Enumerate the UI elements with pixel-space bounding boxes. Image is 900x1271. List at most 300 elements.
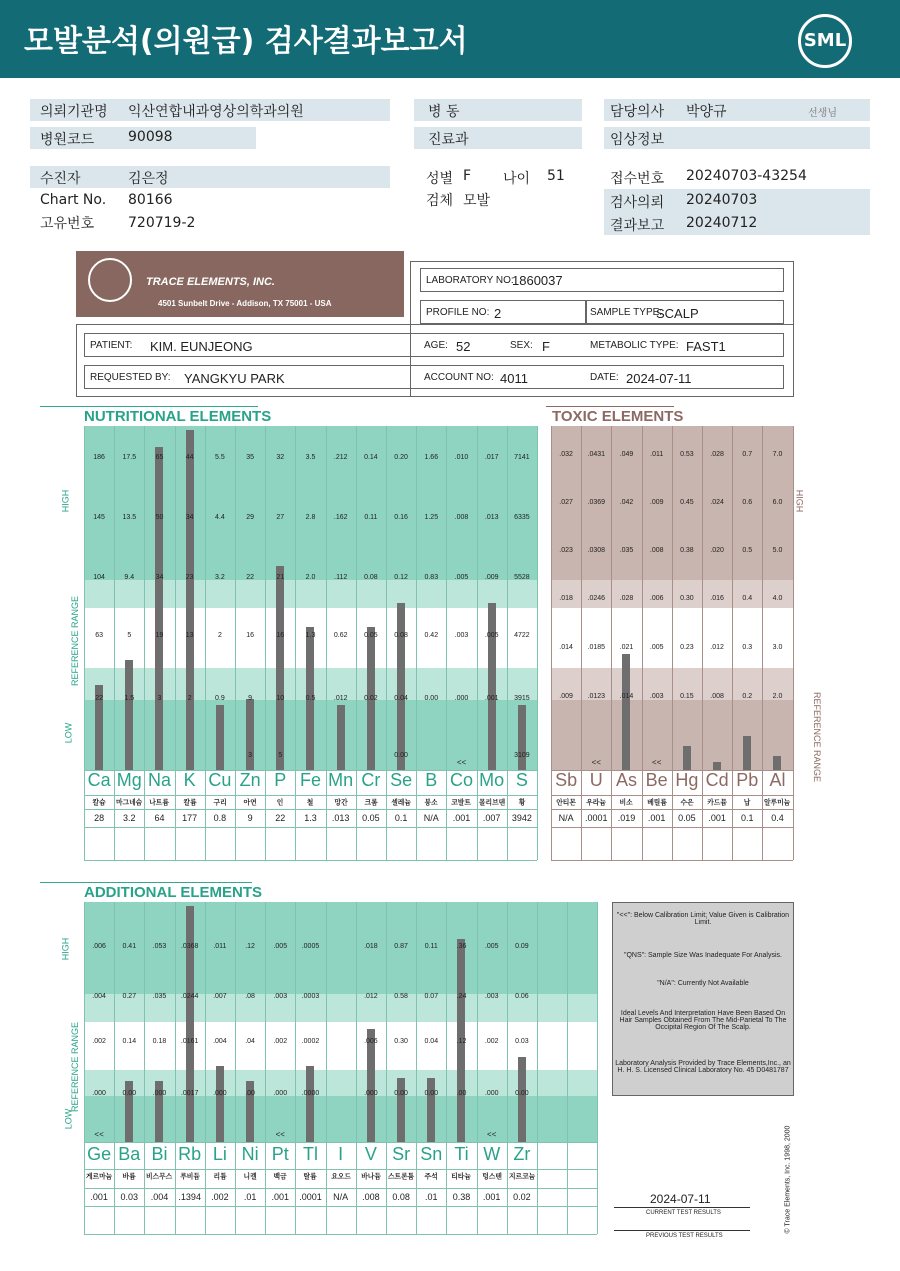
- chart2-tick-Rb: .0161: [180, 1038, 199, 1045]
- chart0-tick-B: 0.00: [424, 695, 439, 702]
- chart0-tick-Mo: .001: [484, 695, 499, 702]
- chart2-name-I: 요오드: [330, 1172, 351, 1181]
- chart0-tick-K: 13: [185, 632, 194, 639]
- chart0-value-B: N/A: [423, 813, 439, 823]
- chart1-value-Be: .001: [647, 813, 666, 823]
- chart0-tick-Fe: 2.0: [305, 574, 316, 581]
- chart2-tick-V: .012: [364, 993, 378, 1000]
- chart2-tick-Sr: 0.58: [394, 993, 408, 1000]
- chart1-tick-Al: 4.0: [772, 595, 783, 602]
- chart0-name-P: 인: [276, 798, 284, 807]
- chart1-tick-Al: 2.0: [772, 693, 783, 700]
- chart2-tick-Sn: 0.00: [424, 1090, 439, 1097]
- chart2-bar-Sr: [397, 1078, 405, 1142]
- sex-label: 성별: [426, 171, 454, 187]
- chart2-tick-Ti: .36: [456, 943, 467, 950]
- chart0-tick-Mn: .212: [333, 454, 348, 461]
- doctor-suffix: 선생님: [808, 108, 837, 119]
- chart0-bar-Mo: [488, 603, 496, 770]
- chart0-tick-Mo: .013: [484, 514, 499, 521]
- sml-logo: SML: [798, 14, 852, 68]
- chart2-name-Pt: 백금: [273, 1172, 287, 1181]
- lab-age-value: 52: [456, 339, 471, 354]
- chart1-tick-U: .0308: [587, 547, 606, 554]
- chart1-value-Hg: 0.05: [678, 813, 696, 823]
- n-low-label: LOW: [63, 722, 74, 744]
- chart0-tick-Cr: 0.11: [364, 514, 378, 521]
- chart0-tick-Mn: 0.62: [333, 632, 348, 639]
- page-title: 모발분석(의원급) 검사결과보고서: [24, 24, 468, 59]
- chart2-tick-Rb: .0017: [180, 1090, 199, 1097]
- chart0-tick-Na: 65: [155, 454, 164, 461]
- chart0-marker-Co: <<: [456, 758, 467, 767]
- chart1-tick-U: .0246: [587, 595, 606, 602]
- chart2-tick-Li: .004: [213, 1038, 227, 1045]
- a-ref-label: REFERENCE RANGE: [70, 1021, 81, 1113]
- chart1-tick-Be: .008: [649, 547, 664, 554]
- chart0-tick-Se: 0.20: [394, 454, 408, 461]
- chart2-value-Ti: 0.38: [452, 1192, 471, 1202]
- chart2-value-Ge: .001: [90, 1192, 108, 1202]
- chart2-name-Ba: 바륨: [122, 1172, 136, 1181]
- chart1-tick-Pb: 0.3: [742, 644, 753, 651]
- chart2-tick-Tl: .0000: [301, 1090, 320, 1097]
- rep-label: 결과보고: [610, 218, 665, 234]
- chart1-symbol-Cd: Cd: [705, 770, 729, 790]
- chart2-tick-Zr: 0.06: [515, 993, 529, 1000]
- chart2-bar-Li: [216, 1066, 224, 1142]
- chart1-tick-Hg: 0.38: [680, 547, 694, 554]
- chart1-tick-Sb: .014: [559, 644, 573, 651]
- toxic-rule: [546, 406, 674, 407]
- age-label: 나이: [503, 171, 531, 187]
- patient-band: [30, 166, 390, 188]
- chart1-bar-Cd: [713, 762, 721, 771]
- chart2-value-Li: .002: [211, 1192, 229, 1202]
- chart2-value-Pt: .001: [271, 1192, 290, 1202]
- chart2-symbol-Pt: Pt: [271, 1144, 289, 1164]
- ward-label: 병 동: [428, 104, 460, 120]
- n-high-label: HIGH: [60, 489, 71, 513]
- chart2-tick-Bi: .035: [152, 993, 167, 1000]
- note-5: Laboratory Analysis Provided by Trace Elements,Inc., an H. H. S. Licensed Clinical Laboratory No. 45 D0481787: [615, 1060, 791, 1074]
- chart1-bar-Al: [773, 756, 781, 770]
- chart1-tick-Hg: 0.30: [680, 595, 694, 602]
- dept-label: 진료과: [428, 132, 469, 148]
- chart0-value-Zn: 9: [247, 813, 253, 823]
- chart2-tick-Tl: .0003: [301, 993, 320, 1000]
- chart1-tick-Be: .006: [649, 595, 664, 602]
- a-high-label: HIGH: [60, 937, 71, 961]
- chart2-tick-Sn: 0.04: [424, 1038, 439, 1045]
- chart2-tick-Pt: .002: [273, 1038, 288, 1045]
- chart1-tick-Cd: .028: [710, 451, 724, 458]
- chart0-name-Mo: 몰리브덴: [478, 798, 505, 807]
- chart2-tick-Zr: 0.09: [515, 943, 529, 950]
- chart0-symbol-Se: Se: [390, 770, 413, 790]
- chart2-tick-Sr: 0.30: [394, 1038, 408, 1045]
- footer-date: 2024-07-11: [650, 1192, 711, 1206]
- chart0-tick-Fe: 0.5: [305, 695, 316, 702]
- chart1-name-Sb: 안티몬: [556, 798, 576, 807]
- chart2-name-Ni: 니켈: [243, 1172, 257, 1181]
- lab-patient-label: PATIENT:: [90, 340, 133, 351]
- chart0-bar-Mg: [125, 660, 133, 771]
- chart1-tick-Sb: .018: [559, 595, 573, 602]
- chart2-tick-Sn: 0.07: [424, 993, 439, 1000]
- chart0-symbol-Mn: Mn: [328, 770, 354, 790]
- lab-sex-value: F: [542, 339, 550, 354]
- chart0-bar-S: [518, 705, 526, 770]
- chart1-tick-Al: 5.0: [772, 547, 783, 554]
- chart0-tick-S: 3915: [514, 695, 530, 702]
- req-label: 검사의뢰: [610, 195, 665, 211]
- chart0-tick-Zn: 3: [248, 752, 253, 759]
- additional-rule: [40, 882, 252, 883]
- chart2-name-W: 텅스텐: [481, 1172, 502, 1181]
- chart0-tick-Zn: 16: [246, 632, 254, 639]
- chart1-symbol-Hg: Hg: [675, 770, 699, 790]
- chart1-symbol-As: As: [615, 770, 637, 790]
- note-4: Ideal Levels And Interpretation Have Been Based On Hair Samples Obtained From The Mid-Parietal To The Occipital Region Of The Scalp.: [619, 1010, 787, 1031]
- chart2-tick-V: .000: [364, 1090, 378, 1097]
- copyright: © Trace Elements, Inc. 1998, 2000: [784, 1125, 792, 1234]
- chart0-symbol-K: K: [183, 770, 196, 790]
- toxic-title: TOXIC ELEMENTS: [552, 408, 684, 425]
- chart0-name-Mg: 마그네슘: [116, 798, 143, 807]
- chart2-row-line: [84, 1206, 597, 1207]
- chart1-name-Pb: 납: [743, 798, 751, 807]
- chart2-value-Bi: .004: [150, 1192, 169, 1202]
- uid-label: 고유번호: [40, 216, 95, 232]
- chart2-name-Sr: 스트론튬: [387, 1172, 415, 1181]
- chart2-tick-W: .005: [484, 943, 499, 950]
- chart2-tick-Ni: .04: [245, 1038, 255, 1045]
- previous-label: PREVIOUS TEST RESULTS: [646, 1233, 723, 1239]
- note-2: "QNS": Sample Size Was Inadequate For Analysis.: [623, 952, 782, 959]
- t-ref-label: REFERENCE RANGE: [812, 691, 823, 783]
- chart2-symbol-W: W: [483, 1144, 501, 1164]
- chart1-tick-As: .035: [619, 547, 634, 554]
- chart0-symbol-Co: Co: [449, 770, 473, 790]
- chart2-tick-Bi: .000: [152, 1090, 167, 1097]
- chart0-band-0: [84, 426, 537, 580]
- chart2-col-line: [356, 902, 357, 1234]
- chart0-tick-Se: 0.04: [394, 695, 408, 702]
- chart0-tick-Cr: 0.05: [364, 632, 378, 639]
- chart0-bar-Zn: [246, 699, 254, 770]
- chart2-name-Bi: 비스무스: [146, 1172, 173, 1181]
- chart0-value-Fe: 1.3: [304, 813, 317, 823]
- doctor-value: 박양규: [686, 104, 727, 120]
- chart0-value-Cr: 0.05: [362, 813, 380, 823]
- chart2-row-line: [84, 1169, 597, 1170]
- chart2-tick-Zr: 0.00: [515, 1090, 529, 1097]
- chart2-symbol-Ni: Ni: [241, 1144, 259, 1164]
- chart2-col-line: [84, 902, 85, 1234]
- chart1-tick-Be: .005: [649, 644, 664, 651]
- chart0-tick-Mg: 13.5: [122, 514, 137, 521]
- chart1-name-Hg: 수은: [680, 798, 694, 807]
- chart2-col-line: [416, 902, 417, 1234]
- chart0-tick-Mg: 5: [127, 632, 132, 639]
- chart2-tick-Pt: .003: [273, 993, 288, 1000]
- chart2-symbol-Ba: Ba: [118, 1144, 141, 1164]
- globe-icon: [88, 258, 132, 302]
- chart0-symbol-S: S: [515, 770, 528, 790]
- chart0-tick-Mo: .017: [484, 454, 499, 461]
- chart0-name-Co: 코발트: [451, 798, 472, 807]
- chart2-col-line: [235, 902, 236, 1234]
- chart1-symbol-U: U: [589, 770, 603, 790]
- chart1-tick-Sb: .027: [559, 499, 573, 506]
- chart1-tick-Be: .003: [649, 693, 664, 700]
- chart1-name-As: 비소: [619, 798, 634, 807]
- chart0-tick-Na: 50: [155, 514, 164, 521]
- chart1-bar-As: [622, 654, 630, 770]
- chart0-tick-K: 2: [187, 695, 192, 702]
- chart0-tick-Zn: 22: [246, 574, 254, 581]
- chart1-tick-Cd: .008: [710, 693, 724, 700]
- chart2-name-V: 바나듐: [361, 1172, 381, 1181]
- nutritional-title: NUTRITIONAL ELEMENTS: [84, 408, 272, 425]
- chart2-value-Sn: .01: [425, 1192, 438, 1202]
- chart2-col-line: [386, 902, 387, 1234]
- chart2-bar-Rb: [186, 906, 194, 1142]
- chart0-bar-K: [186, 430, 194, 770]
- labno-value: 1860037: [512, 273, 563, 288]
- chart2-tick-V: .018: [364, 943, 378, 950]
- chart1-tick-Cd: .016: [710, 595, 724, 602]
- chart1-tick-U: .0185: [587, 644, 606, 651]
- chart0-tick-Mg: 9.4: [124, 574, 135, 581]
- chart0-symbol-Cr: Cr: [361, 770, 381, 790]
- chart0-tick-Zn: 35: [246, 454, 254, 461]
- chart1-name-U: 우라늄: [586, 798, 607, 807]
- chart0-tick-Ca: 145: [93, 514, 105, 521]
- chart1-tick-Hg: 0.53: [680, 451, 694, 458]
- chart0-tick-Se: 0.08: [394, 632, 408, 639]
- chart-label: Chart No.: [40, 192, 107, 208]
- chart0-tick-P: 21: [276, 574, 285, 581]
- chart2-tick-Li: .007: [213, 993, 227, 1000]
- chart0-tick-Se: 0.16: [394, 514, 408, 521]
- chart2-tick-Ba: 0.41: [122, 943, 137, 950]
- a-low-label: LOW: [63, 1108, 74, 1130]
- chart2-name-Ge: 게르마늄: [85, 1172, 113, 1181]
- lab-age-label: AGE:: [424, 340, 448, 351]
- chart0-tick-K: 44: [185, 454, 194, 461]
- chart2-tick-Ge: .002: [92, 1038, 106, 1045]
- req-by-label: REQUESTED BY:: [90, 372, 171, 383]
- chart2-tick-Pt: .000: [273, 1090, 288, 1097]
- chart2-tick-Sr: 0.00: [394, 1090, 408, 1097]
- chart1-value-Cd: .001: [708, 813, 726, 823]
- chart2-value-Ba: 0.03: [120, 1192, 139, 1202]
- profile-label: PROFILE NO:: [426, 307, 490, 318]
- chart0-bar-Cu: [216, 705, 224, 770]
- chart2-name-Rb: 루비듐: [179, 1172, 200, 1181]
- chart0-name-Se: 셀레늄: [391, 798, 411, 807]
- chart1-tick-Hg: 0.15: [680, 693, 694, 700]
- chart1-row-line: [551, 809, 793, 810]
- chart2-value-W: .001: [482, 1192, 501, 1202]
- spec-value: 모발: [463, 193, 491, 209]
- chart0-tick-P: 16: [276, 632, 285, 639]
- chart2-symbol-Ti: Ti: [454, 1144, 469, 1164]
- chart0-symbol-Ca: Ca: [87, 770, 111, 790]
- chart0-tick-Se: 0.00: [394, 752, 408, 759]
- chart0-tick-B: 1.25: [424, 514, 439, 521]
- chart2-row-line: [84, 1188, 597, 1189]
- chart0-tick-Ca: 186: [93, 454, 105, 461]
- chart0-name-Fe: 철: [307, 798, 314, 807]
- chart0-tick-Mg: 1.5: [124, 695, 135, 702]
- chart2-symbol-Sr: Sr: [392, 1144, 411, 1164]
- chart1-value-Al: 0.4: [771, 813, 784, 823]
- chart2-tick-Li: .000: [213, 1090, 227, 1097]
- chart0-tick-Cu: 5.5: [215, 454, 225, 461]
- chart2-col-line: [175, 902, 176, 1234]
- current-label: CURRENT TEST RESULTS: [646, 1210, 721, 1216]
- chart0-name-Cu: 구리: [213, 798, 227, 807]
- chart2-tick-W: .000: [484, 1090, 499, 1097]
- chart0-tick-Mg: 17.5: [122, 454, 137, 461]
- chart1-symbol-Sb: Sb: [555, 770, 578, 790]
- chart2-name-Li: 리튬: [213, 1172, 227, 1181]
- chart0-col-line: [537, 426, 538, 860]
- acct-value: 4011: [500, 371, 528, 386]
- chart2-tick-Ge: .006: [92, 943, 106, 950]
- chart2-tick-Ge: .004: [92, 993, 106, 1000]
- sex-value: F: [463, 168, 472, 184]
- chart2-tick-Tl: .0005: [301, 943, 320, 950]
- chart0-tick-Fe: 2.8: [305, 514, 316, 521]
- inst-value: 익산연합내과영상의학과의원: [128, 104, 304, 120]
- chart0-tick-Co: .000: [454, 695, 469, 702]
- chart1-value-Sb: N/A: [558, 813, 574, 823]
- chart2-value-Sr: 0.08: [392, 1192, 410, 1202]
- chart2-bar-Zr: [518, 1057, 526, 1142]
- chart0-row-line: [84, 827, 537, 828]
- chart2-symbol-Bi: Bi: [151, 1144, 168, 1164]
- spec-label: 검체: [426, 193, 454, 209]
- chart2-col-line: [537, 902, 538, 1234]
- chart0-bar-Mn: [337, 705, 345, 770]
- recv-label: 접수번호: [610, 171, 665, 187]
- chart0-tick-Mo: .009: [484, 574, 499, 581]
- chart1-tick-Pb: 0.6: [742, 499, 753, 506]
- chart2-symbol-Tl: Tl: [302, 1144, 318, 1164]
- uid-value: 720719-2: [128, 215, 196, 231]
- lab-patient-value: KIM. EUNJEONG: [150, 339, 253, 354]
- chart0-symbol-Cu: Cu: [208, 770, 232, 790]
- chart2-symbol-Sn: Sn: [420, 1144, 443, 1164]
- chart2-tick-Ti: .12: [456, 1038, 467, 1045]
- note-3: "N/A": Currently Not Available: [657, 980, 749, 987]
- chart0-value-Mn: .013: [331, 813, 350, 823]
- tei-name: TRACE ELEMENTS, INC.: [146, 276, 275, 288]
- chart1-tick-Hg: 0.45: [680, 499, 694, 506]
- chart0-tick-P: 10: [276, 695, 285, 702]
- chart2-symbol-Rb: Rb: [178, 1144, 202, 1164]
- chart2-col-line: [114, 902, 115, 1234]
- chart0-symbol-Fe: Fe: [299, 770, 321, 790]
- chart2-col-line: [205, 902, 206, 1234]
- chart2-tick-Bi: 0.18: [152, 1038, 167, 1045]
- chart1-name-Be: 베릴륨: [646, 798, 667, 807]
- patient-label: 수진자: [40, 171, 81, 187]
- chart0-tick-Co: .010: [454, 454, 469, 461]
- previous-rule: [614, 1230, 750, 1231]
- chart1-symbol-Pb: Pb: [736, 770, 759, 790]
- chart2-col-line: [477, 902, 478, 1234]
- patient-value: 김은정: [128, 171, 169, 187]
- chart0-name-Na: 나트륨: [149, 798, 170, 807]
- lab-sex-label: SEX:: [510, 340, 533, 351]
- chart0-row-line: [84, 809, 537, 810]
- chart0-value-Cu: 0.8: [213, 813, 227, 823]
- req-by-value: YANGKYU PARK: [184, 371, 285, 386]
- chart0-tick-S: 5528: [514, 574, 530, 581]
- chart0-tick-Ca: 22: [95, 695, 103, 702]
- chart2-tick-W: .002: [484, 1038, 499, 1045]
- chart0-symbol-Mg: Mg: [116, 770, 142, 790]
- chart0-tick-Mo: .005: [484, 632, 499, 639]
- chart0-bar-P: [276, 566, 284, 770]
- chart0-tick-B: 1.66: [424, 454, 439, 461]
- chart2-col-line: [326, 902, 327, 1234]
- chart0-tick-Cu: 3.2: [215, 574, 225, 581]
- chart0-tick-Na: 34: [155, 574, 164, 581]
- additional-title: ADDITIONAL ELEMENTS: [84, 884, 263, 901]
- nutritional-rule: [40, 406, 258, 407]
- chart0-value-S: 3942: [511, 813, 532, 823]
- chart0-band-1: [84, 580, 537, 608]
- chart2-tick-Zr: 0.03: [515, 1038, 529, 1045]
- chart0-tick-Co: .003: [454, 632, 469, 639]
- chart2-symbol-I: I: [338, 1144, 344, 1164]
- chart2-tick-Li: .011: [213, 943, 227, 950]
- code-value: 90098: [128, 129, 173, 145]
- chart2-tick-Rb: .0368: [180, 943, 199, 950]
- chart2-value-Rb: .1394: [178, 1192, 201, 1202]
- chart2-name-Ti: 티타늄: [451, 1172, 472, 1181]
- chart0-row-line: [84, 795, 537, 796]
- chart0-value-Na: 64: [154, 813, 165, 823]
- chart2-col-line: [567, 902, 568, 1234]
- chart0-name-B: 붕소: [424, 798, 438, 807]
- chart2-col-line: [265, 902, 266, 1234]
- chart1-tick-U: .0431: [587, 451, 606, 458]
- chart1-tick-As: .014: [619, 693, 634, 700]
- sample-label: SAMPLE TYPE:: [590, 307, 663, 318]
- chart2-value-Tl: .0001: [299, 1192, 322, 1202]
- acct-label: ACCOUNT NO:: [424, 372, 494, 383]
- chart2-symbol-Li: Li: [212, 1144, 227, 1164]
- chart1-marker-U: <<: [591, 758, 601, 767]
- chart-value: 80166: [128, 192, 173, 208]
- chart1-col-line: [793, 426, 794, 860]
- chart0-tick-S: 4722: [514, 632, 530, 639]
- chart2-tick-Sr: 0.87: [394, 943, 408, 950]
- labno-label: LABORATORY NO:: [426, 275, 514, 286]
- chart1-row-line: [551, 795, 793, 796]
- chart2-name-Sn: 주석: [424, 1172, 438, 1181]
- t-high-label: HIGH: [794, 489, 805, 513]
- chart1-bar-Hg: [683, 746, 691, 770]
- req-value: 20240703: [686, 192, 758, 208]
